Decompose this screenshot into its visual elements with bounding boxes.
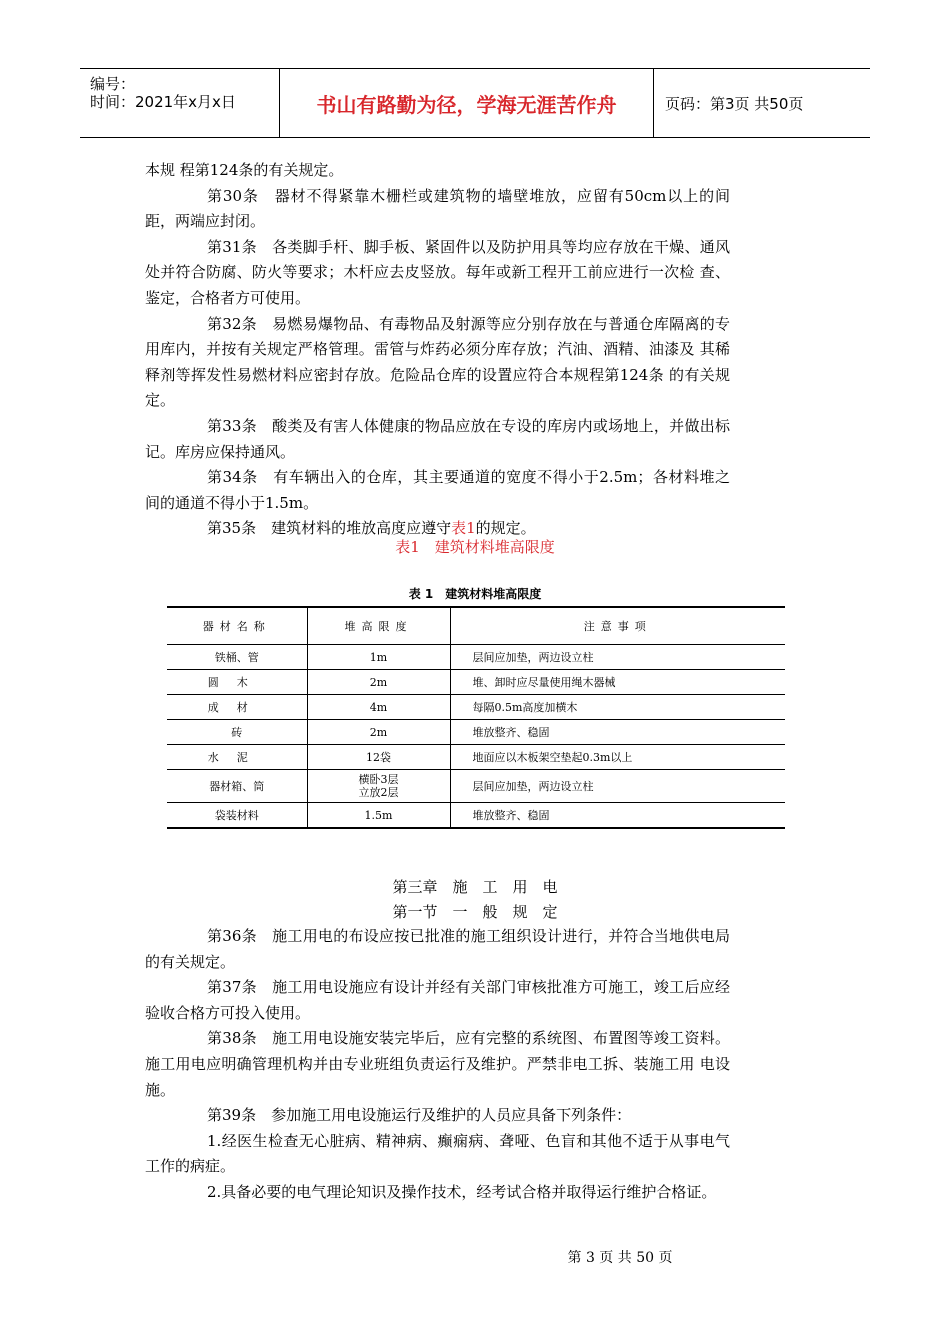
material-name: 水泥 [167,745,307,770]
note: 层间应加垫，两边设立柱 [472,651,594,664]
paragraph: 第36条 施工用电的布设应按已批准的施工组织设计进行，并符合当地供电局 的有关规定。 [145,927,730,971]
table-row [167,695,785,720]
table-title: 表 1 建筑材料堆高限度 [408,587,542,601]
material-name: 铁桶、管 [167,645,307,670]
table-reference-link[interactable]: 表1 [451,519,476,538]
note: 堆放整齐、稳固 [472,726,550,739]
section-title: 第一节 一 般 规 定 [392,903,558,921]
height-limit: 4m [307,695,450,720]
paragraph: 1.经医生检查无心脏病、精神病、癫痫病、聋哑、色盲和其他不适于从事电气 工作的病症。 [145,1131,730,1176]
page-footer: 第 3 页 共 50 页 [567,1250,673,1266]
chapter-title: 第三章 施 工 用 电 [392,878,558,896]
column-header: 堆高限度 [307,607,450,645]
height-limit: 1m [307,645,450,670]
note: 每隔0.5m高度加横木 [472,701,578,714]
note: 堆放整齐、稳固 [472,809,550,822]
body-text-top [145,158,730,542]
paragraph: 第37条 施工用电设施应有设计并经有关部门审核批准方可施工，竣工后应经 验收合格方可投入使用。 [145,978,730,1022]
height-limit: 1.5m [307,803,450,829]
paragraph-text: 的规定。 [475,519,536,538]
height-limit [307,770,450,803]
paragraph: 第38条 施工用电设施安装完毕后，应有完整的系统图、布置图等竣工资料。 施工用电应明确管理机构并由专业班组负责运行及维护。严禁非电工拆、装施工用 电设施。 [145,1029,730,1099]
height-limit: 2m [307,720,450,745]
table-row [167,645,785,670]
column-header: 器材名称 [167,607,307,645]
table-row [167,745,785,770]
material-name: 袋装材料 [167,803,307,829]
note: 地面应以木板架空垫起0.3m以上 [472,751,633,764]
paragraph: 第34条 有车辆出入的仓库，其主要通道的宽度不得小于2.5m；各材料堆之 间的通道不得小于1.5m。 [145,468,730,512]
table-caption: 表1 建筑材料堆高限度 [395,538,555,556]
header-date: 时间：2021年x月x日 [90,93,236,111]
paragraph: 2.具备必要的电气理论知识及操作技术，经考试合格并取得运行维护合格证。 [207,1182,717,1201]
table-header-row [167,607,785,645]
material-name: 器材箱、筒 [167,770,307,803]
paragraph: 第31条 各类脚手杆、脚手板、紧固件以及防护用具等均应存放在干燥、通风 处并符合防腐、防火等要求；木杆应去皮竖放。每年或新工程开工前应进行一次检 查、鉴定，合格者方可使用。 [145,237,730,307]
material-name: 砖 [167,720,307,745]
table-row [167,770,785,803]
material-name: 成材 [167,695,307,720]
table-row [167,803,785,829]
header-motto: 书山有路勤为径，学海无涯苦作舟 [280,69,654,137]
paragraph: 第30条 器材不得紧靠木栅栏或建筑物的墙壁堆放，应留有50cm以上的间 距，两端应封闭。 [145,186,730,231]
height-limit: 2m [307,670,450,695]
note: 层间应加垫，两边设立柱 [472,780,594,793]
height-limit-line: 横卧3层 [358,773,399,786]
paragraph: 本规 程第124条的有关规定。 [145,161,344,179]
table-row [167,670,785,695]
column-header: 注意事项 [583,620,652,633]
material-name: 圆木 [167,670,307,695]
note: 堆、卸时应尽量使用绳木器械 [472,676,616,689]
paragraph: 第33条 酸类及有害人体健康的物品应放在专设的库房内或场地上，并做出标 记。库房应保持通风。 [145,416,730,461]
paragraph: 第32条 易燃易爆物品、有毒物品及射源等应分别存放在与普通仓库隔离的专 用库内，并按有关规定严格管理。雷管与炸药必须分库存放；汽油、酒精、油漆及 其稀释剂等挥发性易燃材料应密封存放。危险品仓库的设置应符合本规程第124条 的有关规定。 [145,314,730,410]
header-number: 编号： [90,75,136,93]
height-limit-line: 立放2层 [358,786,399,799]
table-row [167,720,785,745]
header-meta-cell [80,69,280,137]
paragraph-text: 第35条 建筑材料的堆放高度应遵守 [207,519,452,538]
material-height-table [167,606,785,829]
body-text-bottom [145,924,730,1206]
paragraph: 第39条 参加施工用电设施运行及维护的人员应具备下列条件： [207,1106,632,1125]
page-header [80,68,870,138]
header-page-label: 页码：第3页 共50页 [665,94,804,113]
height-limit: 12袋 [307,745,450,770]
